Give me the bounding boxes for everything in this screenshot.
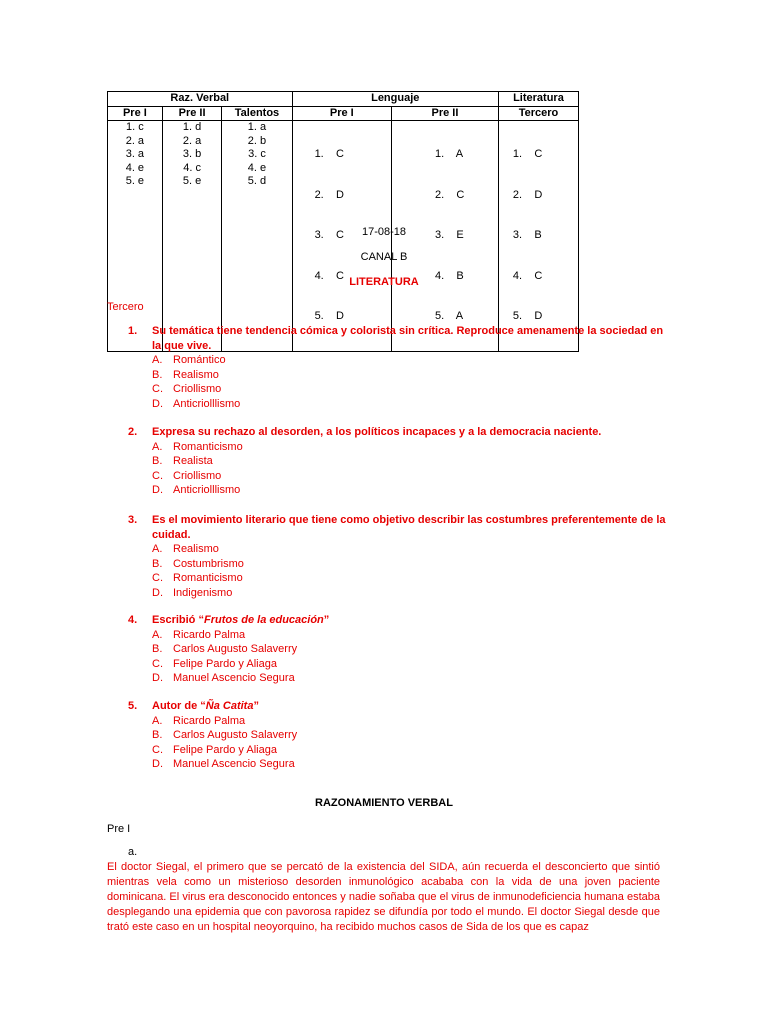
option-a: A. Romanticismo [152, 440, 243, 453]
item-letter: a. [128, 846, 138, 858]
question-1 [128, 324, 668, 411]
options-list [152, 714, 668, 772]
options-list [152, 440, 668, 498]
question-number: 2. [128, 426, 138, 438]
answer: 3. C [314, 229, 344, 241]
answer: 3. B [512, 229, 542, 241]
answer: 5. D [314, 310, 344, 322]
answer: 5. d [247, 175, 267, 187]
answer: 1. d [182, 121, 202, 133]
option-b: B. Realismo [152, 368, 219, 381]
option-b: B. Costumbrismo [152, 557, 244, 570]
question-number: 5. [128, 700, 138, 712]
question-stem: Autor de “Ña Catita” [152, 700, 259, 712]
answer: 5. e [182, 175, 202, 187]
option-a: A. Ricardo Palma [152, 628, 246, 641]
answer: 5. A [435, 310, 464, 322]
answer-list [163, 121, 222, 189]
answer-list [222, 121, 291, 189]
answer: 3. c [248, 148, 266, 160]
question-5 [128, 699, 668, 772]
answer: 4. e [125, 161, 145, 174]
answer: 1. C [512, 148, 543, 160]
work-title: Ña Catita [205, 700, 254, 712]
answer: 2. D [314, 188, 344, 201]
answer: 2. a [125, 134, 145, 147]
answer: 3. b [182, 148, 202, 160]
question-2 [128, 425, 668, 498]
date-line: 17-08-18 [361, 226, 407, 238]
option-d: D. Anticriolllismo [152, 397, 241, 410]
answer: 3. a [125, 148, 145, 160]
option-b: B. Carlos Augusto Salaverry [152, 643, 298, 655]
answer: 1. a [247, 121, 267, 133]
option-c: C. Romanticismo [152, 572, 243, 584]
question-number: 4. [128, 614, 138, 626]
answer: 2. a [182, 134, 202, 147]
option-c: C. Felipe Pardo y Aliaga [152, 657, 277, 670]
answer: 4. e [247, 161, 267, 174]
table-header-row [108, 106, 579, 121]
reading-passage: El doctor Siegal, el primero que se percató de la existencia del SIDA, aún recuerda el desconcierto que sintió mientras vela como un misterioso desorden inmunológico acababa con la vida de una joven paciente dominicana. El virus era desconocido entonces y nadie soñaba que el virus de inmunodeficiencia humana estaba desplegando una epidemia que con pavorosa rapidez se difundía por todo el mundo. El doctor Siegal desde que trató este caso en un hospital neoyorquino, ha recibido muchos casos de Sida de los que es capaz [107, 861, 660, 933]
col-header: Pre I [108, 106, 163, 121]
answer: 3. E [435, 229, 464, 241]
question-stem: Expresa su rechazo al desorden, a los políticos incapaces y a la democracia naciente. [152, 426, 602, 438]
col-header: Talentos [222, 106, 292, 121]
option-d: D. Manuel Ascencio Segura [152, 672, 295, 684]
option-c: C. Criollismo [152, 383, 222, 395]
question-stem: Escribió “Frutos de la educación” [152, 614, 330, 626]
question-stem: Es el movimiento literario que tiene como objetivo describir las costumbres preferentemente de la cuidad. [152, 514, 666, 541]
col-header: Pre I [292, 106, 391, 121]
answer: 4. C [314, 269, 344, 282]
option-d: D. Indigenismo [152, 586, 233, 599]
col-header: Pre II [392, 106, 499, 121]
option-a: A. Ricardo Palma [152, 714, 246, 727]
group-literatura: Literatura [498, 92, 578, 107]
answer: 5. e [125, 175, 145, 187]
options-list [152, 353, 668, 411]
col-header: Pre II [162, 106, 222, 121]
option-b: B. Realista [152, 455, 213, 467]
answer: 2. C [435, 188, 465, 201]
table-group-row [108, 92, 579, 107]
answer: 1. C [314, 148, 344, 160]
option-d: D. Manuel Ascencio Segura [152, 758, 295, 770]
option-c: C. Criollismo [152, 469, 222, 482]
option-c: C. Felipe Pardo y Aliaga [152, 743, 277, 756]
options-list [152, 542, 668, 600]
section-title-literatura: LITERATURA [349, 276, 419, 288]
level-label-pre1: Pre I [107, 823, 131, 835]
section-title-razonamiento: RAZONAMIENTO VERBAL [315, 797, 453, 809]
canal-line: CANAL B [360, 251, 408, 263]
answer: 1. A [435, 148, 464, 160]
question-stem: Su temática tiene tendencia cómica y colorista sin crítica. Reproduce amenamente la sociedad en la que vive. [152, 325, 664, 352]
answer: 1. c [126, 121, 144, 133]
level-label-tercero: Tercero [107, 301, 144, 313]
work-title: Frutos de la educación [203, 614, 324, 626]
question-3 [128, 513, 668, 600]
answer-key-table [107, 91, 579, 352]
group-raz-verbal: Raz. Verbal [108, 92, 293, 107]
question-number: 1. [128, 325, 138, 337]
answer: 4. C [512, 269, 543, 282]
option-d: D. Anticriolllismo [152, 484, 241, 496]
options-list [152, 628, 668, 686]
answer: 2. b [247, 134, 267, 147]
answer: 4. c [183, 161, 201, 174]
question-number: 3. [128, 514, 138, 526]
option-a: A. Romántico [152, 354, 226, 366]
option-a: A. Realismo [152, 543, 219, 555]
answer: 5. D [512, 310, 543, 322]
group-lenguaje: Lenguaje [292, 92, 498, 107]
question-4 [128, 613, 668, 686]
col-header: Tercero [498, 106, 578, 121]
option-b: B. Carlos Augusto Salaverry [152, 729, 298, 741]
answer: 4. B [435, 269, 464, 282]
answer-list [108, 121, 162, 189]
answer: 2. D [512, 188, 543, 201]
